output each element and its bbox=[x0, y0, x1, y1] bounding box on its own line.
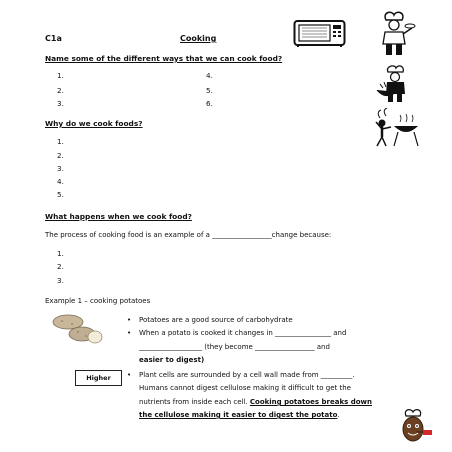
bullet-3-line-4 bbox=[139, 411, 340, 419]
bullet-2-line-3: easier to digest) bbox=[139, 356, 205, 364]
barbecue-icon bbox=[372, 108, 422, 148]
bullet-2-marker: • bbox=[127, 329, 132, 337]
answer-1-6: 6. bbox=[206, 99, 213, 108]
answer-2-3: 3. bbox=[57, 164, 64, 173]
answer-3-2: 2. bbox=[57, 262, 64, 271]
answer-1-5: 5. bbox=[206, 86, 213, 95]
bullet-3-line-3-emphasis: Cooking potatoes breaks down bbox=[249, 398, 372, 406]
bullet-1-text: Potatoes are a good source of carbohydrate bbox=[139, 316, 293, 324]
bullet-3-line-3-plain: nutrients from inside each cell. bbox=[139, 398, 250, 406]
answer-3-3: 3. bbox=[57, 276, 64, 285]
answer-1-3: 3. bbox=[57, 99, 64, 108]
bullet-3-line-4-emphasis: the cellulose making it easier to digest the potato bbox=[139, 411, 338, 419]
answer-2-5: 5. bbox=[57, 190, 64, 199]
bullet-3-line-1: Plant cells are surrounded by a cell wall made from _________. bbox=[139, 371, 355, 379]
change-sentence: The process of cooking food is an example of a _________________change because: bbox=[45, 231, 332, 239]
bullet-3-line-2: Humans cannot digest cellulose making it difficult to get the bbox=[139, 384, 351, 392]
unit-code: C1a bbox=[45, 34, 62, 43]
bullet-1-marker: • bbox=[127, 316, 132, 324]
wok-chef-icon bbox=[375, 64, 420, 104]
bullet-2-line-1: When a potato is cooked it changes in ________________ and bbox=[139, 329, 347, 337]
potato-chef-icon bbox=[396, 408, 434, 446]
answer-3-1: 1. bbox=[57, 249, 64, 258]
question-1-heading: Name some of the different ways that we can cook food? bbox=[45, 54, 283, 63]
bullet-3-line-3 bbox=[139, 398, 372, 406]
question-3-heading: What happens when we cook food? bbox=[45, 212, 192, 221]
answer-2-1: 1. bbox=[57, 137, 64, 146]
answer-1-2: 2. bbox=[57, 86, 64, 95]
answer-2-2: 2. bbox=[57, 151, 64, 160]
answer-2-4: 4. bbox=[57, 177, 64, 186]
page-title: Cooking bbox=[180, 34, 217, 43]
bullet-3-marker: • bbox=[127, 371, 132, 379]
example-title: Example 1 – cooking potatoes bbox=[45, 297, 151, 305]
chef-icon bbox=[372, 10, 417, 58]
answer-1-1: 1. bbox=[57, 71, 64, 80]
higher-badge: Higher bbox=[75, 370, 122, 386]
bullet-3-line-4-period: . bbox=[337, 411, 340, 419]
question-2-heading: Why do we cook foods? bbox=[45, 119, 143, 128]
microwave-icon bbox=[293, 18, 348, 48]
bullet-2-line-2: __________________ (they become _________________ and bbox=[139, 343, 330, 351]
answer-1-4: 4. bbox=[206, 71, 213, 80]
potatoes-icon bbox=[48, 312, 106, 346]
